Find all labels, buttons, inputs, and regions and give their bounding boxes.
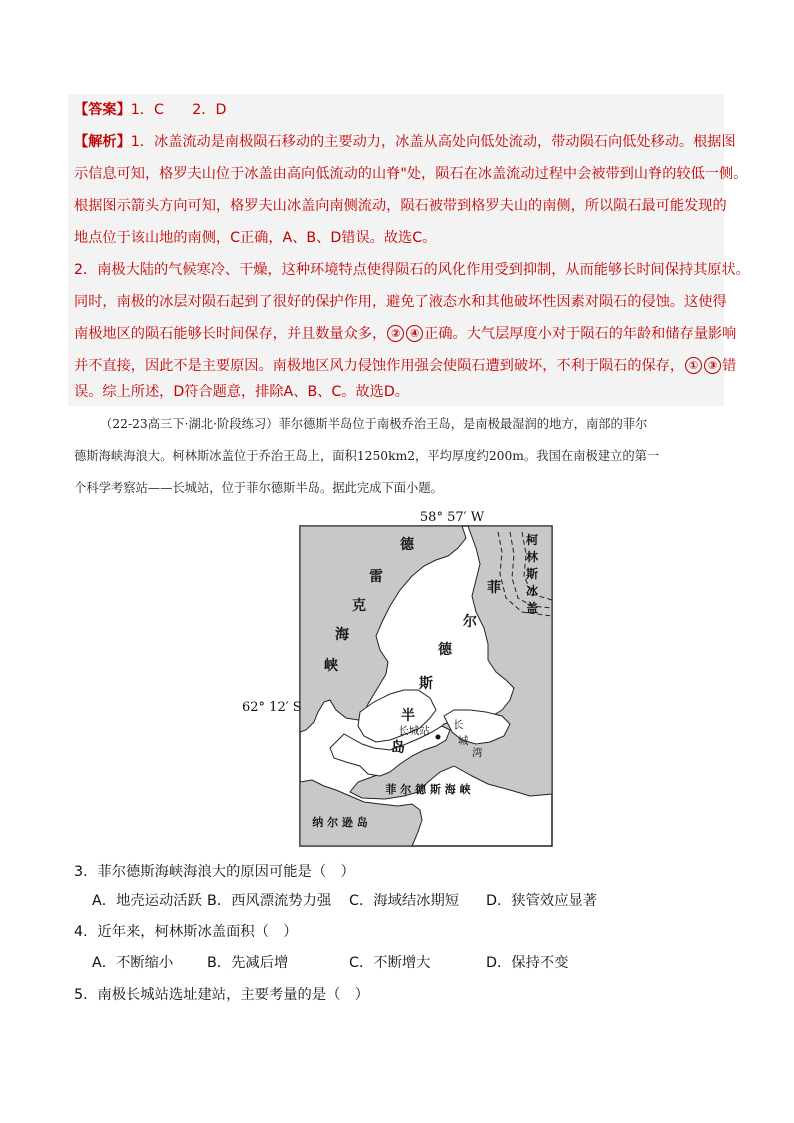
q4-option-a[interactable]: A．不断缩小	[92, 955, 174, 971]
intro-line-2: 德斯海峡海浪大。柯林斯冰盖位于乔治王岛上，面积1250km2，平均厚度约200m。我国在南极建立的第一	[74, 449, 660, 463]
question-3-stem: 3．菲尔德斯海峡海浪大的原因可能是（ ）	[74, 864, 355, 880]
station-marker-dot	[436, 735, 441, 740]
map-label-nelson: 纳 尔 逊 岛	[312, 816, 368, 829]
circled-number: ②	[387, 325, 404, 342]
analysis-label: 【解析】	[74, 134, 131, 150]
map-label-drake-4: 海	[335, 627, 349, 643]
analysis-line-5: 2．南极大陆的气候寒冷、干燥，这种环境特点使得陨石的风化作用受到抑制，从而能够长时间保持其原状。	[74, 262, 750, 278]
answer-text: 1．C 2．D	[130, 102, 227, 118]
analysis-line-8	[74, 356, 736, 376]
question-5-stem: 5．南极长城站选址建站，主要考量的是（ ）	[74, 987, 370, 1003]
q4-option-b[interactable]: B．先减后增	[207, 955, 289, 971]
analysis-line-6: 同时，南极的冰层对陨石起到了很好的保护作用，避免了液态水和其他破坏性因素对陨石的侵蚀。这使得	[74, 294, 727, 310]
map-label-drake-5: 峡	[324, 658, 338, 674]
analysis-text: 错	[722, 358, 737, 374]
map-label-bay-2: 城	[458, 735, 469, 747]
map-label-collins-5: 盖	[525, 601, 539, 615]
intro-line-3: 个科学考察站——长城站，位于菲尔德斯半岛。据此完成下面小题。	[74, 481, 443, 495]
map-label-collins-3: 斯	[525, 567, 539, 581]
fildes-peninsula-map	[240, 504, 560, 849]
q3-option-d[interactable]: D．狭管效应显著	[486, 893, 598, 909]
q3-option-b[interactable]: B．西风漂流势力强	[207, 893, 332, 909]
q4-option-d[interactable]: D．保持不变	[486, 955, 569, 971]
map-label-fildes-3: 德	[438, 642, 452, 658]
analysis-line-1	[74, 132, 736, 152]
circled-number: ④	[406, 325, 423, 342]
map-label-drake-2: 雷	[369, 569, 383, 585]
q3-option-a[interactable]: A．地壳运动活跃	[92, 893, 202, 909]
map-label-station: 长城站	[398, 725, 430, 737]
analysis-line-9: 误。综上所述，D符合题意，排除A、B、C。故选D。	[74, 384, 409, 400]
map-label-peninsula-1: 半	[401, 708, 415, 724]
answer-line	[74, 100, 226, 120]
analysis-line-2: 示信息可知，格罗夫山位于冰盖由高向低流动的山脊"处，陨石在冰盖流动过程中会被带到山脊的较低一侧。	[74, 166, 748, 182]
map-label-fildes-4: 斯	[419, 676, 433, 692]
circled-number: ①	[685, 357, 702, 374]
map-label-strait: 菲 尔 德 斯 海 峡	[385, 783, 471, 796]
circled-number: ③	[704, 357, 721, 374]
map-label-collins-2: 林	[525, 550, 539, 564]
map-label-drake-3: 克	[352, 598, 366, 614]
analysis-text: 并不直接，因此不是主要原因。南极地区风力侵蚀作用强会使陨石遭到破坏，不利于陨石的保存，	[74, 358, 685, 374]
answer-label: 【答案】	[74, 102, 131, 118]
map-label-collins-1: 柯	[525, 533, 539, 547]
latitude-label: 62° 12′ S	[242, 700, 302, 715]
map-label-drake-1: 德	[400, 537, 414, 553]
q3-option-c[interactable]: C．海域结冰期短	[349, 893, 460, 909]
analysis-line-3: 根据图示箭头方向可知，格罗夫山冰盖向南侧流动，陨石被带到格罗夫山的南侧，所以陨石最可能发现的	[74, 198, 727, 214]
map-label-fildes-2: 尔	[463, 614, 477, 630]
map-label-fildes-1: 菲	[487, 580, 501, 596]
analysis-text: 南极地区的陨石能够长时间保存，并且数量众多，	[74, 326, 387, 342]
analysis-text: 正确。大气层厚度小对于陨石的年龄和储存量影响	[424, 326, 737, 342]
analysis-line-7	[74, 324, 736, 344]
intro-line-1: （22-23高三下·湖北·阶段练习）菲尔德斯半岛位于南极乔治王岛，是南极最湿润的地方，南部的菲尔	[100, 417, 648, 431]
longitude-label: 58° 57′ W	[419, 510, 485, 525]
question-4-stem: 4．近年来，柯林斯冰盖面积（ ）	[74, 924, 298, 940]
map-label-bay-3: 湾	[472, 747, 483, 759]
analysis-text: 1．冰盖流动是南极陨石移动的主要动力，冰盖从高处向低处流动，带动陨石向低处移动。根据图	[130, 134, 736, 150]
map-label-collins-4: 冰	[525, 584, 539, 598]
analysis-line-4: 地点位于该山地的南侧，C正确，A、B、D错误。故选C。	[74, 230, 437, 246]
map-label-peninsula-2: 岛	[391, 740, 405, 756]
q4-option-c[interactable]: C．不断增大	[349, 955, 431, 971]
map-label-bay-1: 长	[453, 719, 464, 731]
